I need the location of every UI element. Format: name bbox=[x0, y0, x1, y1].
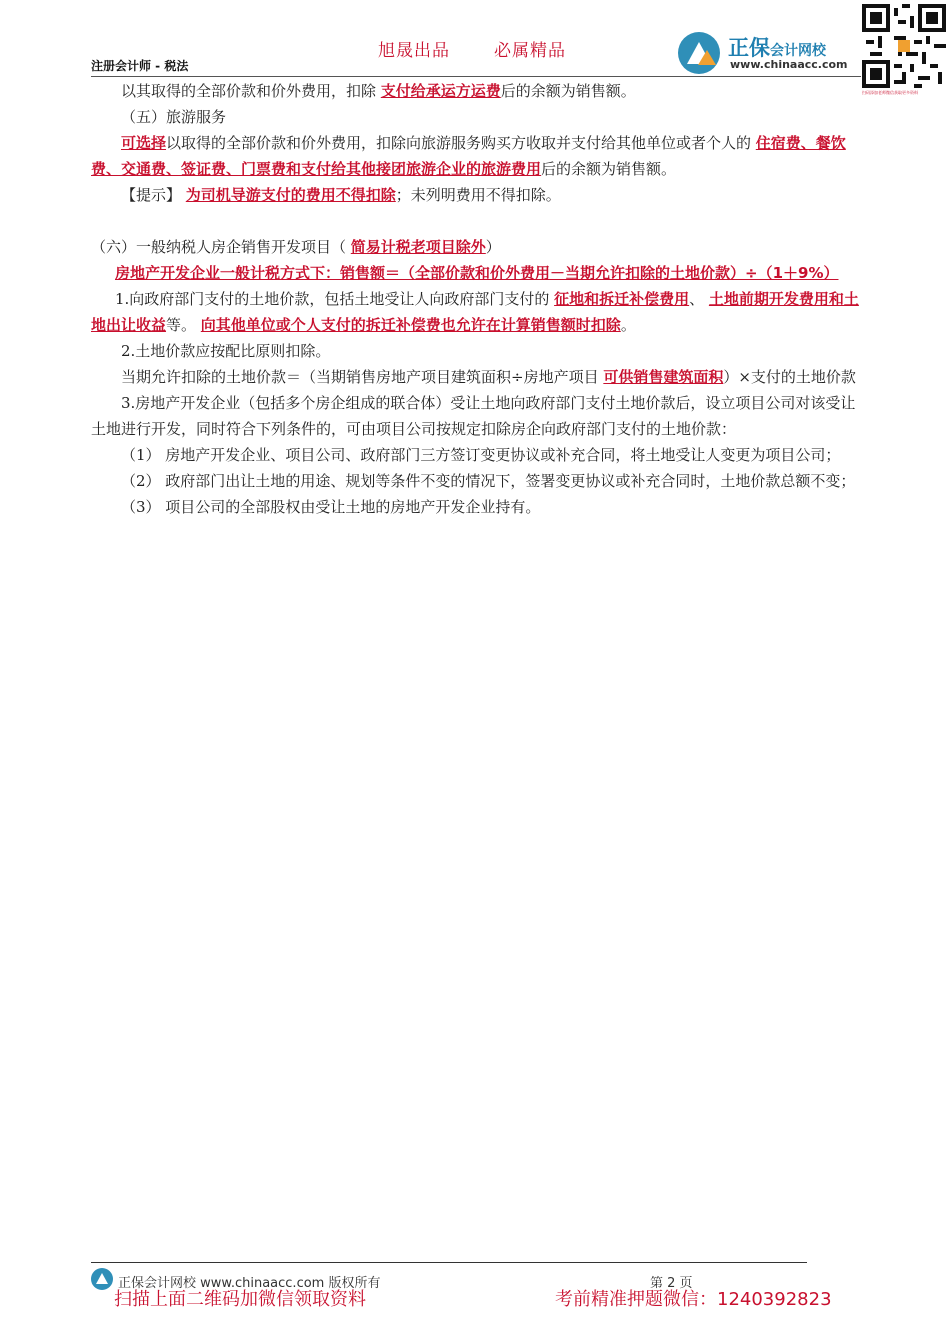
para-formula bbox=[91, 260, 861, 286]
highlight-text: 为司机导游支付的费用不得扣除 bbox=[185, 186, 396, 204]
highlight-text: 简易计税老项目除外 bbox=[350, 238, 486, 256]
page-number: 第 2 页 bbox=[650, 1276, 693, 1291]
footer-ad-left: 扫描上面二维码加微信领取资料 bbox=[114, 1289, 366, 1310]
qr-caption: 扫码添加老师微信获取更多资料 bbox=[862, 90, 918, 95]
slogan-right: 必属精品 bbox=[494, 41, 566, 61]
highlight-text: 住宿费、餐饮费、交通费、签证费、门票费和支付给其他接团旅游企业的旅游费用 bbox=[91, 134, 846, 178]
footer-divider bbox=[91, 1262, 807, 1263]
qr-code-icon bbox=[862, 4, 946, 88]
document-body bbox=[91, 78, 861, 520]
para-land-formula: 当期允许扣除的土地价款＝（当期销售房地产项目建筑面积÷房地产项目 可供销售建筑面积）×支付的土地价款 bbox=[121, 368, 856, 386]
logo-url: www.chinaacc.com bbox=[730, 58, 848, 71]
highlight-text: 土地前期开发费用和土地出让收益 bbox=[91, 290, 859, 334]
section-heading-tourism: （五）旅游服务 bbox=[121, 108, 227, 126]
para-item-1: 1.向政府部门支付的土地价款，包括土地受让人向政府部门支付的 征地和拆迁补偿费用、 土地前期开发费用和土地出让收益等。 向其他单位或个人支付的拆迁补偿费也允许在计算销售额时扣除。 bbox=[91, 290, 859, 334]
para-condition-2: （2） 政府部门出让土地的用途、规划等条件不变的情况下，签署变更协议或补充合同时，土地价款总额不变； bbox=[121, 472, 856, 490]
slogan-left: 旭晟出品 bbox=[378, 41, 450, 61]
highlight-text: 支付给承运方运费 bbox=[380, 82, 501, 100]
header-slogan bbox=[378, 36, 566, 61]
section-heading-real-estate: （六）一般纳税人房企销售开发项目（ 简易计税老项目除外） bbox=[91, 238, 501, 256]
footer-ad-right: 考前精准押题微信：1240392823 bbox=[555, 1289, 832, 1310]
highlight-text: 向其他单位或个人支付的拆迁补偿费也允许在计算销售额时扣除 bbox=[200, 316, 621, 334]
logo-name: 正保会计网校 bbox=[728, 36, 826, 60]
footer-copyright: 正保会计网校 www.chinaacc.com 版权所有 bbox=[118, 1276, 381, 1291]
para-tourism: 可选择以取得的全部价款和价外费用，扣除向旅游服务购买方收取并支付给其他单位或者个人的 住宿费、餐饮费、交通费、签证费、门票费和支付给其他接团旅游企业的旅游费用后的余额为销售额。 bbox=[91, 134, 846, 178]
course-title: 注册会计师 - 税法 bbox=[91, 59, 189, 73]
para-condition-1: （1） 房地产开发企业、项目公司、政府部门三方签订变更协议或补充合同，将土地受让人变更为项目公司； bbox=[121, 446, 841, 464]
chinaacc-logo bbox=[678, 30, 858, 74]
header-divider bbox=[91, 76, 861, 77]
highlight-formula: 房地产开发企业一般计税方式下：销售额＝（全部价款和价外费用－当期允许扣除的土地价款）÷（1＋9%） bbox=[115, 264, 839, 282]
para-tip: 【提示】 为司机导游支付的费用不得扣除；未列明费用不得扣除。 bbox=[121, 186, 561, 204]
para-transport-deduction: 以其取得的全部价款和价外费用，扣除 支付给承运方运费后的余额为销售额。 bbox=[121, 82, 636, 100]
para-item-3: 3.房地产开发企业（包括多个房企组成的联合体）受让土地向政府部门支付土地价款后，设立项目公司对该受让土地进行开发，同时符合下列条件的，可由项目公司按规定扣除房企向政府部门支付的土地价款： bbox=[91, 394, 856, 438]
highlight-text: 征地和拆迁补偿费用 bbox=[554, 290, 690, 308]
logo-emblem-icon bbox=[678, 32, 720, 74]
para-condition-3: （3） 项目公司的全部股权由受让土地的房地产开发企业持有。 bbox=[121, 498, 541, 516]
highlight-text: 可供销售建筑面积 bbox=[603, 368, 724, 386]
para-item-2: 2.土地价款应按配比原则扣除。 bbox=[121, 342, 331, 360]
highlight-text: 可选择 bbox=[121, 134, 167, 152]
footer-logo-icon bbox=[91, 1268, 113, 1290]
